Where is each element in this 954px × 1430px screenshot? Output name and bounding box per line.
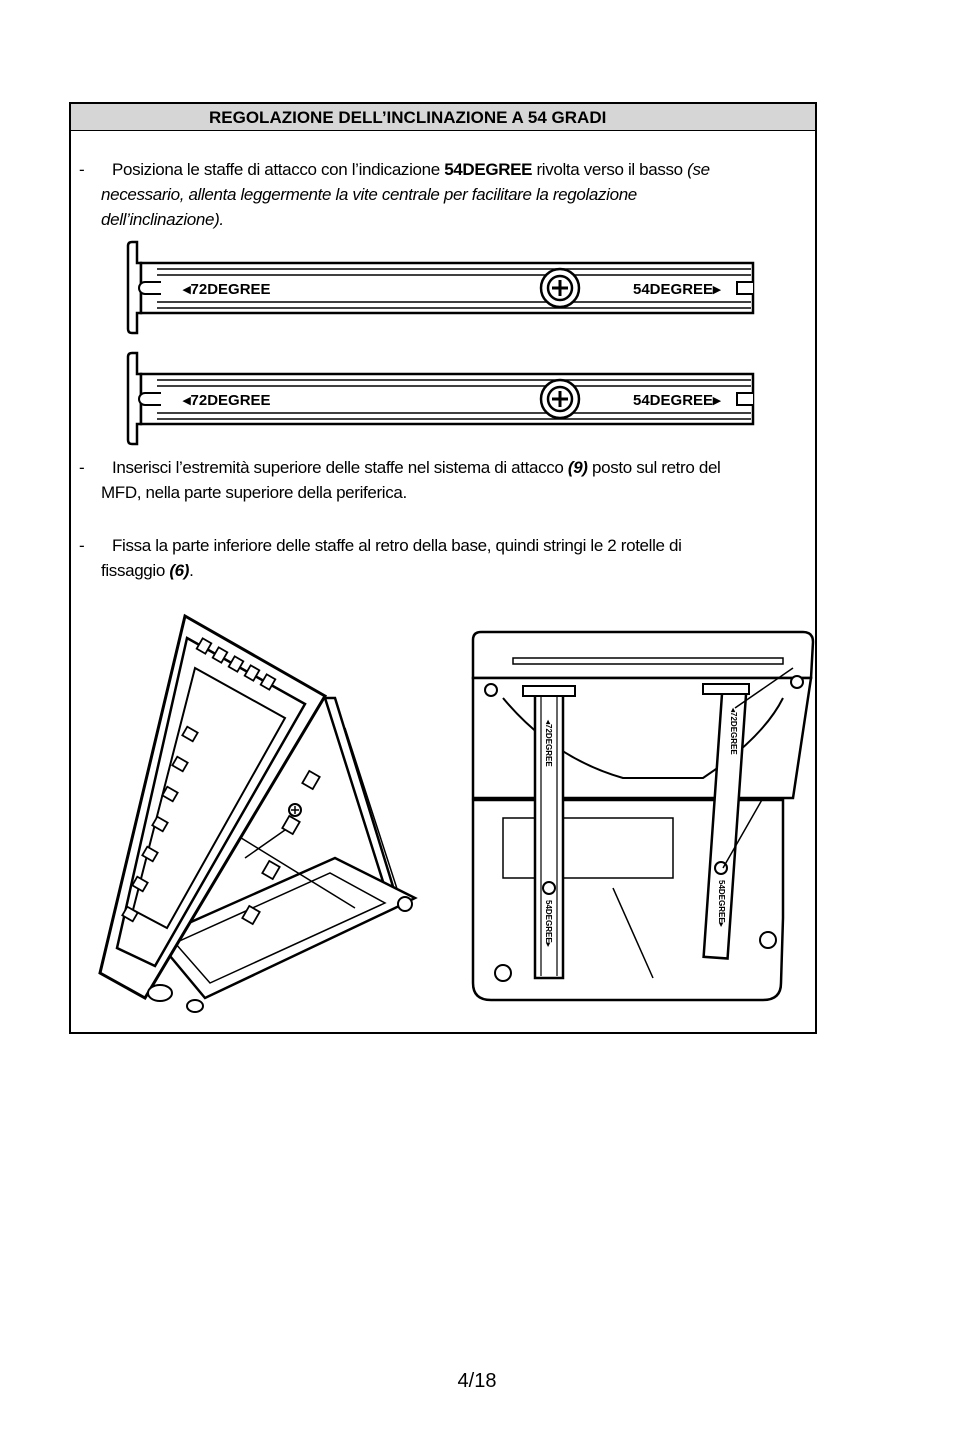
bracket-illustration-1 <box>123 240 759 336</box>
bracket-label-72degree: ◂72DEGREE <box>183 281 271 298</box>
instruction-1 <box>79 157 811 237</box>
bullet-dash: - <box>79 160 85 179</box>
mfd-rear-bracket-illustration <box>463 628 819 1008</box>
label-54degree: 54DEGREE <box>444 160 533 179</box>
instruction-2-text: Inserisci l’estremità superiore delle staffe nel sistema di attacco (9) posto sul retro del MFD, nella parte superiore della periferica. <box>101 458 721 502</box>
rear-label-54degree: 54DEGREE▸ <box>717 880 726 927</box>
instruction-box <box>69 102 817 1034</box>
instruction-3-text: Fissa la parte inferiore delle staffe al retro della base, quindi stringi le 2 rotelle di fissaggio (6). <box>101 536 682 580</box>
instruction-3 <box>79 533 811 588</box>
bracket-label-54degree: 54DEGREE▸ <box>633 392 721 409</box>
rear-label-72degree: ◂72DEGREE <box>544 720 553 767</box>
bullet-dash: - <box>79 458 85 477</box>
section-title: REGOLAZIONE DELL’INCLINAZIONE A 54 GRADI <box>209 108 607 127</box>
page-number: 4/18 <box>457 1370 497 1392</box>
bracket-label-72degree: ◂72DEGREE <box>183 392 271 409</box>
bracket-illustration-2 <box>123 351 759 447</box>
section-header <box>71 104 815 131</box>
instruction-1-text: Posiziona le staffe di attacco con l’indicazione 54DEGREE rivolta verso il basso (se necessario, allenta leggermente la vite centrale per facilitare la regolazione dell’inclinazione). <box>101 160 710 229</box>
ref-9: (9) <box>567 458 588 477</box>
ref-6: (6) <box>169 561 190 580</box>
instruction-2 <box>79 455 811 510</box>
mfd-tilted-illustration <box>95 608 425 1018</box>
rear-label-54degree: 54DEGREE▸ <box>544 900 553 947</box>
rear-label-72degree: ◂72DEGREE <box>729 708 738 755</box>
bracket-label-54degree: 54DEGREE▸ <box>633 281 721 298</box>
bullet-dash: - <box>79 536 85 555</box>
